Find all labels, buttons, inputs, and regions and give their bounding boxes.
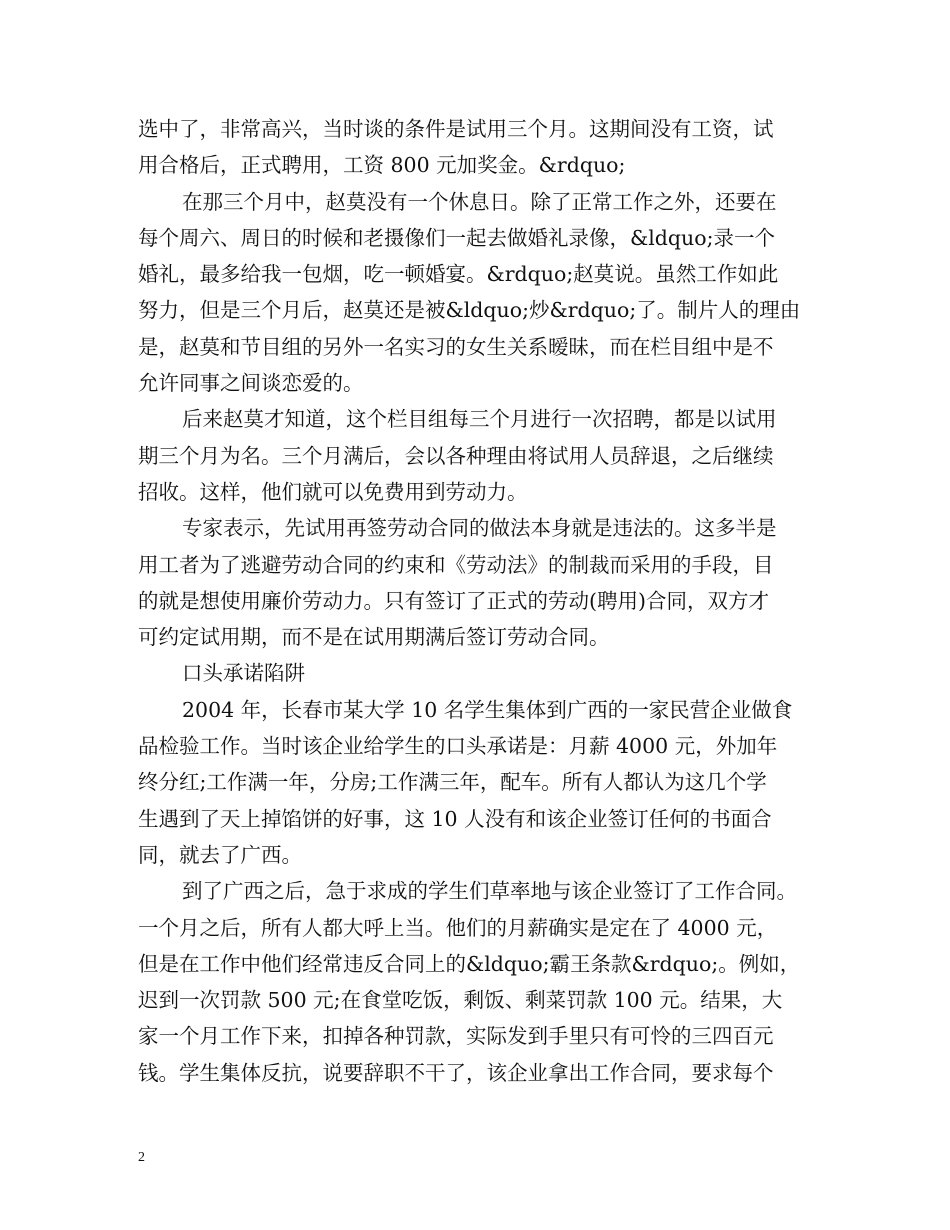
text-line: 迟到一次罚款 500 元;在食堂吃饭，剩饭、剩菜罚款 100 元。结果，大 — [138, 988, 783, 1013]
text-line: 可约定试用期，而不是在试用期满后签订劳动合同。 — [138, 625, 610, 650]
text-line: 钱。学生集体反抗，说要辞职不干了，该企业拿出工作合同，要求每个 — [138, 1060, 774, 1085]
text-line: 到了广西之后，急于求成的学生们草率地与该企业签订了工作合同。 — [182, 879, 797, 904]
page-number: 2 — [138, 1150, 145, 1165]
text-line: 期三个月为名。三个月满后，会以各种理由将试用人员辞退，之后继续 — [138, 443, 774, 468]
text-line: 一个月之后，所有人都大呼上当。他们的月薪确实是定在了 4000 元， — [138, 915, 778, 940]
text-line: 是，赵莫和节目组的另外一名实习的女生关系暧昧，而在栏目组中是不 — [138, 334, 774, 359]
text-line: 同，就去了广西。 — [138, 842, 302, 867]
text-line: 终分红;工作满一年，分房;工作满三年，配车。所有人都认为这几个学 — [138, 770, 767, 795]
text-line: 的就是想使用廉价劳动力。只有签订了正式的劳动(聘用)合同，双方才 — [138, 588, 769, 613]
text-line: 生遇到了天上掉馅饼的好事，这 10 人没有和该企业签订任何的书面合 — [138, 806, 772, 831]
article-body — [138, 111, 828, 1091]
text-line: 招收。这样，他们就可以免费用到劳动力。 — [138, 479, 528, 504]
text-line: 允许同事之间谈恋爱的。 — [138, 371, 364, 396]
text-line: 努力，但是三个月后，赵莫还是被&ldquo;炒&rdquo;了。制片人的理由 — [138, 298, 801, 323]
text-line: 后来赵莫才知道，这个栏目组每三个月进行一次招聘，都是以试用 — [182, 407, 777, 432]
text-line: 品检验工作。当时该企业给学生的口头承诺是：月薪 4000 元，外加年 — [138, 734, 778, 759]
text-line: 家一个月工作下来，扣掉各种罚款，实际发到手里只有可怜的三四百元 — [138, 1024, 774, 1049]
text-line: 但是在工作中他们经常违反合同上的&ldquo;霸王条款&rdquo;。例如， — [138, 951, 801, 976]
text-line: 婚礼，最多给我一包烟，吃一顿婚宴。&rdquo;赵莫说。虽然工作如此 — [138, 262, 779, 287]
text-line: 用合格后，正式聘用，工资 800 元加奖金。&rdquo; — [138, 153, 626, 178]
text-line: 选中了，非常高兴，当时谈的条件是试用三个月。这期间没有工资，试 — [138, 117, 774, 141]
text-line: 专家表示，先试用再签劳动合同的做法本身就是违法的。这多半是 — [182, 516, 777, 541]
text-line: 每个周六、周日的时候和老摄像们一起去做婚礼录像，&ldquo;录一个 — [138, 225, 775, 250]
text-line: 用工者为了逃避劳动合同的约束和《劳动法》的制裁而采用的手段，目 — [138, 552, 774, 577]
text-line: 口头承诺陷阱 — [182, 661, 305, 686]
text-line: 在那三个月中，赵莫没有一个休息日。除了正常工作之外，还要在 — [182, 189, 777, 214]
text-line: 2004 年，长春市某大学 10 名学生集体到广西的一家民营企业做食 — [182, 697, 793, 722]
